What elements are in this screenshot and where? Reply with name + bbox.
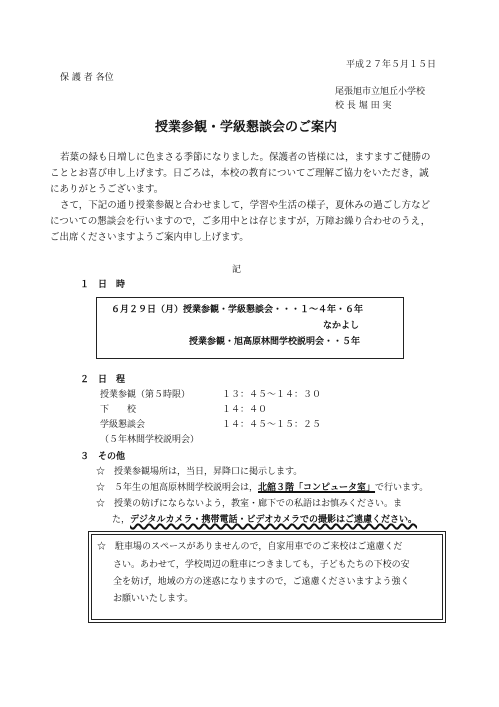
notice-item bbox=[96, 483, 428, 494]
notice-text: た， bbox=[112, 515, 131, 525]
schedule-line-1: ６月２９日（月）授業参観・学級懇談会・・・１～４年・６年 bbox=[111, 305, 364, 315]
schedule-line-3: 授業参観・旭高原林間学校説明会・・５年 bbox=[189, 337, 361, 347]
schedule-item: 授業参観（第５時限） bbox=[100, 390, 191, 400]
camera-emphasis: デジタルカメラ・携帯電話・ビデオカメラでの撮影はご遠慮ください。 bbox=[130, 515, 418, 525]
schedule-note: （５年林間学校説明会） bbox=[100, 435, 200, 445]
schedule-line-2: なかよし bbox=[323, 321, 360, 331]
section-3-label: ３ その他 bbox=[80, 452, 126, 462]
room-emphasis: 北舘３階「コンピュータ室」 bbox=[258, 483, 376, 493]
schedule-time: １４：４０ bbox=[222, 405, 268, 415]
intro-line: についての懇談会を行いますので，ご多用中とは存じますが，万障お繰り合わせのうえ， bbox=[50, 216, 431, 227]
section-1-label: １ 日 時 bbox=[80, 280, 126, 290]
notice-item: ☆ 授業の妨げにならないよう，教室・廊下での私語はお慎みください。ま bbox=[96, 499, 403, 509]
recipient: 保 護 者 各位 bbox=[60, 73, 114, 83]
ki-heading: 記 bbox=[232, 265, 242, 275]
notice-item: ☆ 授業参観場所は，当日，昇降口に掲示します。 bbox=[96, 467, 303, 477]
schedule-time: １４：４５～１５：２５ bbox=[222, 420, 322, 430]
intro-line: 若葉の緑も日増しに色まさる季節になりました。保護者の皆様には，ますますご健勝の bbox=[60, 152, 431, 163]
date: 平成２７年５月１５日 bbox=[346, 60, 437, 70]
notice-text: ☆ ５年生の旭高原林間学校説明会は， bbox=[96, 483, 259, 493]
notice-text: で行います。 bbox=[375, 483, 429, 493]
principal-name: 校 長 堀 田 実 bbox=[335, 101, 392, 111]
schedule-box bbox=[96, 297, 404, 359]
page-title: 授業参観・学級懇談会のご案内 bbox=[155, 120, 338, 135]
schedule-item: 下 校 bbox=[100, 405, 137, 415]
school-name: 尾張旭市立旭丘小学校 bbox=[335, 87, 426, 97]
intro-line: ご出席くださいますようご案内申し上げます。 bbox=[50, 232, 249, 243]
parking-line: 全を妨げ，地域の方の迷惑になりますので，ご遠慮くださいますよう強く bbox=[113, 577, 410, 587]
parking-line: お願いいたします。 bbox=[113, 594, 194, 604]
intro-line: こととお喜び申し上げます。日ごろは，本校の教育についてご理解ご協力をいただき，誠 bbox=[50, 168, 429, 179]
schedule-item: 学級懇談会 bbox=[100, 420, 146, 430]
parking-notice-box bbox=[88, 531, 446, 623]
schedule-time: １３：４５～１４：３０ bbox=[222, 390, 322, 400]
parking-line: さい。あわせて，学校周辺の駐車につきましても，子どもたちの下校の安 bbox=[113, 560, 410, 570]
parking-line: ☆ 駐車場のスペースがありませんので，自家用車でのご来校はご遠慮くだ bbox=[97, 542, 403, 552]
section-2-label: ２ 日 程 bbox=[80, 375, 126, 385]
intro-line: にありがとうございます。 bbox=[50, 184, 164, 195]
notice-item bbox=[112, 515, 417, 526]
intro-line: さて，下記の通り授業参観と合わせまして，学習や生活の様子，夏休みの過ごし方など bbox=[60, 200, 431, 211]
